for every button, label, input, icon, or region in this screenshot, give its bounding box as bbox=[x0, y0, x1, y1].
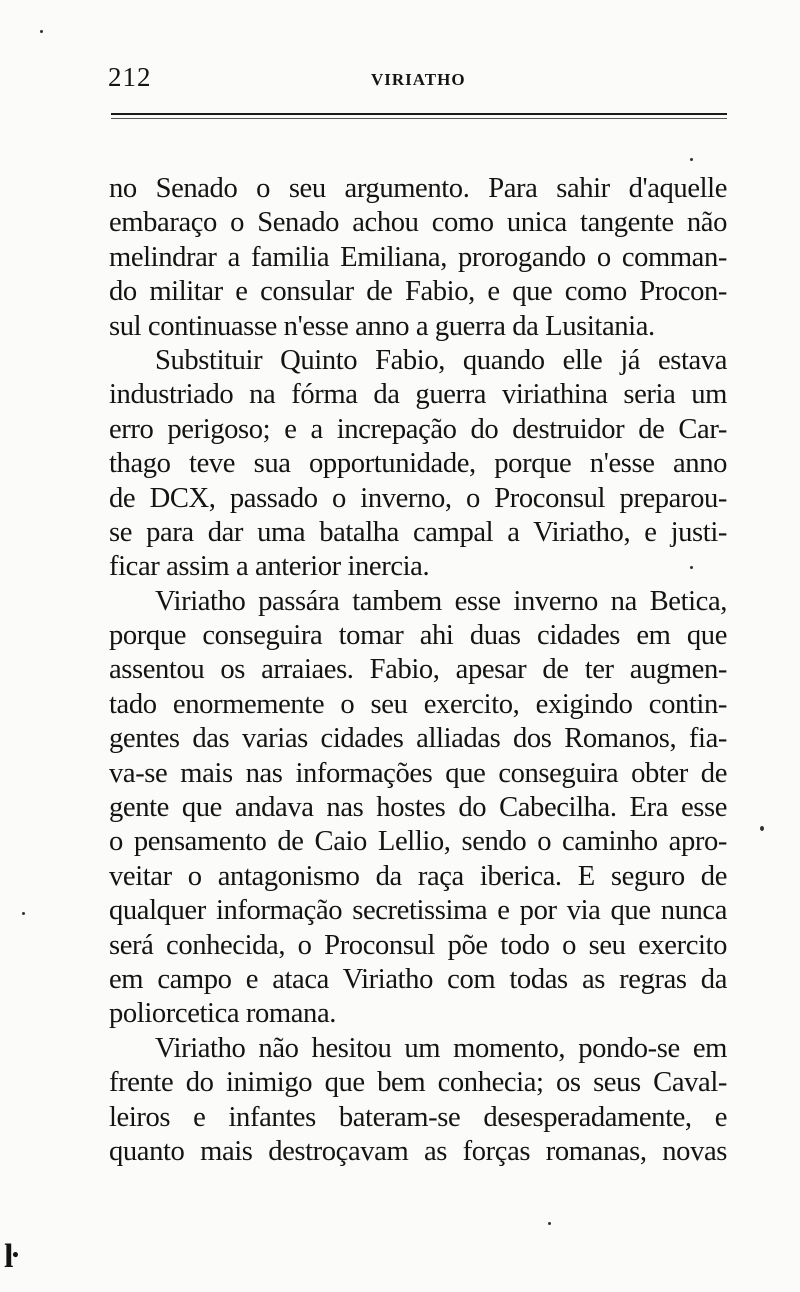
text-line: sul continuasse n'esse anno a guerra da Lusitania. bbox=[109, 310, 655, 342]
text-line: industriado na fórma da guerra viriathina seria um bbox=[109, 379, 727, 411]
text-line: porque conseguira tomar ahi duas cidades em que bbox=[109, 620, 727, 652]
text-line: embaraço o Senado achou como unica tangente não bbox=[109, 207, 727, 239]
text-line: será conhecida, o Proconsul põe todo o seu exercito bbox=[109, 929, 727, 961]
text-line: tado enormemente o seu exercito, exigindo contin- bbox=[109, 688, 727, 720]
text-line: erro perigoso; e a increpação do destruidor de Car- bbox=[109, 413, 727, 445]
text-line: do militar e consular de Fabio, e que como Procon- bbox=[109, 276, 727, 308]
text-line: gentes das varias cidades alliadas dos Romanos, fia- bbox=[109, 723, 727, 755]
text-line: ficar assim a anterior inercia. bbox=[109, 551, 430, 583]
text-line: thago teve sua opportunidade, porque n'esse anno bbox=[109, 448, 727, 480]
text-line: melindrar a familia Emiliana, prorogando o comman- bbox=[109, 241, 727, 273]
text-line: veitar o antagonismo da raça iberica. E seguro de bbox=[109, 860, 727, 892]
header-rule-thin bbox=[111, 118, 727, 119]
text-line: o pensamento de Caio Lellio, sendo o caminho apro- bbox=[109, 826, 727, 858]
text-line: de DCX, passado o inverno, o Proconsul preparou- bbox=[109, 482, 727, 514]
text-line: no Senado o seu argumento. Para sahir d'aquelle bbox=[109, 173, 727, 204]
text-line: Viriatho passára tambem esse inverno na Betica, bbox=[155, 585, 727, 617]
text-line: se para dar uma batalha campal a Viriatho, e justi- bbox=[109, 516, 727, 548]
body-text bbox=[109, 172, 727, 1169]
text-line: quanto mais destroçavam as forças romanas, novas bbox=[109, 1135, 727, 1167]
text-line: leiros e infantes bateram-se desesperadamente, e bbox=[109, 1101, 727, 1133]
page-header bbox=[108, 62, 728, 92]
text-line: frente do inimigo que bem conhecia; os seus Caval- bbox=[109, 1067, 727, 1099]
margin-mark: ŀ bbox=[4, 1238, 18, 1275]
text-line: qualquer informação secretissima e por via que nunca bbox=[109, 895, 727, 927]
text-line: gente que andava nas hostes do Cabecilha. Era esse bbox=[109, 792, 727, 824]
text-line: poliorcetica romana. bbox=[109, 998, 336, 1030]
text-line: va-se mais nas informações que conseguira obter de bbox=[109, 757, 727, 789]
text-line: em campo e ataca Viriatho com todas as regras da bbox=[109, 963, 727, 995]
text-line: Substituir Quinto Fabio, quando elle já estava bbox=[155, 344, 727, 376]
text-line: Viriatho não hesitou um momento, pondo-se em bbox=[155, 1032, 727, 1064]
page-number: 212 bbox=[108, 62, 152, 92]
header-rule bbox=[111, 113, 727, 115]
text-line: assentou os arraiaes. Fabio, apesar de ter augmen- bbox=[109, 654, 727, 686]
running-title: VIRIATHO bbox=[371, 70, 466, 89]
